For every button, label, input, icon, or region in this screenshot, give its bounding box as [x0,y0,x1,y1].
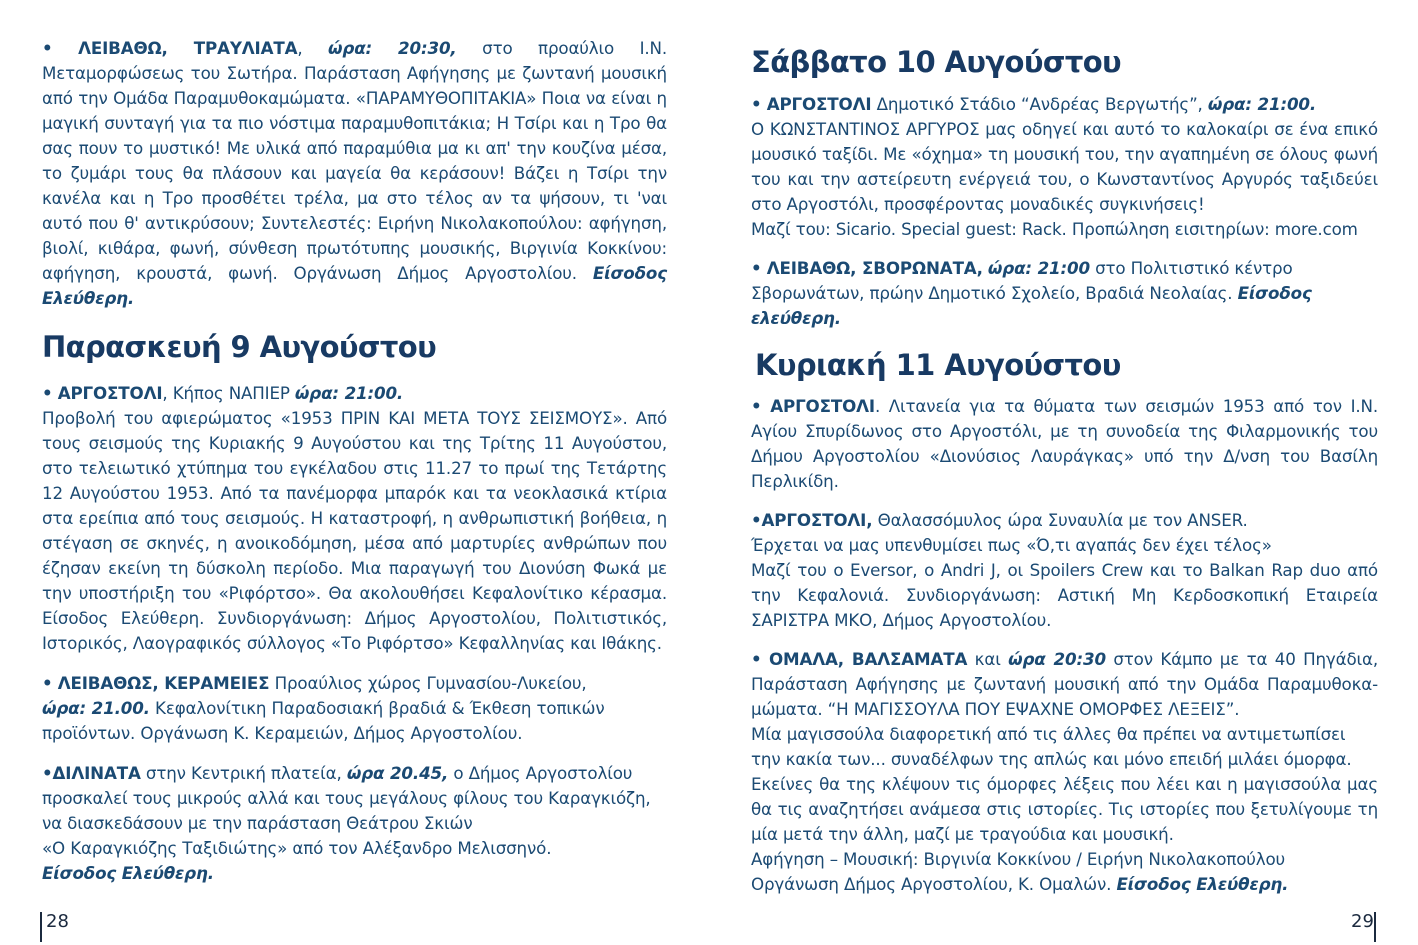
event-venue: Προαύλιος χώρος Γυμνασίου-Λυκείου, [274,673,587,693]
event-argostoli-napier-description: Προβολή του αφιερώματος «1953 ΠΡΙΝ ΚΑΙ ΜΕΤΑ ΤΟΥΣ ΣΕΙΣΜΟΥΣ». Από τους σεισμούς της Κυριακής 9 Αυγούστου και της Τρίτης 11 Αυγούστου, στο τελειωτικό χτύπημα του εγκέλαδου στις 11.27 το πρωί της Τετάρτης 12 Αυγούστου 1953. Από τα πανέμορφα μπαρόκ και τα νεοκλασικά κτίρια στα ερείπια από τους σεισμούς. Η καταστροφή, η ανθρωπιστική βοήθεια, η στέγαση σε σκηνές, η ανοικοδόμηση, μέσα από μαρτυρίες ανθρώπων που έζησαν εκείνη τη δύσκολη περίοδο. Μια παραγωγή του Διονύση Φωκά με την υποστήριξη του «Ριφόρτσο». Θα ακολουθήσει Κεφαλονίτικο κέρασμα. Είσοδος Ελεύθερη. Συνδιοργάνωση: Δήμος Αργοστολίου, Πολιτιστικός, Ιστορικός, Λαογραφικός σύλλογος «Το Ριφόρτσο» Κεφαλληνίας και Ιθάκης. [42,408,667,653]
event-omala-description: Εκείνες θα της κλέψουν τις όμορφες λέξεις που λέει και η μαγισσούλα μας θα τις αναζητήσει ανάμεσα στις ιστορίες. Τις ιστορίες που ξετυλίγουμε τη μία μετά την άλλη, μαζί με τραγούδια και μουσική. [751,774,1378,844]
event-argostoli-stadium-guests: Μαζί του: Sicario. Special guest: Rack. Προπώληση εισιτηρίων: more.com [751,219,1358,239]
event-place: ΑΡΓΟΣΤΟΛΙ [770,396,875,416]
conjunction: και [974,649,1001,669]
day-heading-sunday: Κυριακή 11 Αυγούστου [755,348,1121,382]
bullet: • [751,396,762,416]
event-place: ΑΡΓΟΣΤΟΛΙ [766,94,872,114]
event-time: ώρα: 21:00 [987,258,1090,278]
event-text-line: την κακία των... συναδέλφων της απλώς και μόνο επειδή μιλάει όμορφα. [751,749,1352,769]
event-dilinata [42,761,667,886]
organisers-text: Οργάνωση Δήμος Αργοστολίου, Κ. Ομαλών. [751,874,1112,894]
bullet: • [42,673,53,693]
event-time: ώρα: 21.00. [42,698,150,718]
event-place: ΔΙΛΙΝΑΤΑ [52,763,141,783]
page-mark-right [1374,912,1376,942]
page-mark-left [40,912,42,942]
event-time: ώρα: 20:30, [328,38,457,58]
left-page [42,0,667,886]
event-place: ΛΕΙΒΑΘΩ, ΣΒΟΡΩΝΑΤΑ, [766,258,983,278]
event-argostoli-napier-header [42,381,667,406]
bullet: • [751,258,762,278]
comma: , [297,38,303,58]
event-text-line: να διασκεδάσουν με την παράσταση Θεάτρου Σκιών [42,813,473,833]
event-place: ΛΕΙΒΑΘΩ, ΤΡΑΥΛΙΑΤΑ [78,38,298,58]
bullet: • [42,383,53,403]
event-argostoli-stadium-description: Ο ΚΩΝΣΤΑΝΤΙΝΟΣ ΑΡΓΥΡΟΣ μας οδηγεί και αυτό το καλοκαίρι σε ένα επικό μουσικό ταξίδι. Με «όχημα» τη μουσική του, την αγαπημένη σε όλους φωνή του και την αστείρευτη ενέργειά του, ο Κωνσταντίνος Αργυρός ταξιδεύει στο Αργοστόλι, προσφέροντας μοναδικές συγκινήσεις! [751,119,1378,214]
event-place: ΑΡΓΟΣΤΟΛΙ, [761,510,873,530]
bullet: • [751,510,762,530]
free-entry-note: Είσοδος Ελεύθερη. [1116,874,1289,894]
page-number-right: 29 [1351,911,1374,932]
event-venue: στην Κεντρική πλατεία, [145,763,342,783]
event-description: στο Πολιτιστικό κέντρο Σβορωνάτων, πρώην Δημοτικό Σχολείο, Βραδιά Νεολαίας. [751,258,1293,303]
event-place: ΟΜΑΛΑ, ΒΑΛΣΑΜΑΤΑ [768,649,968,669]
event-time: ώρα: 21:00. [1207,94,1317,114]
event-text-line: Θαλασσόμυλος ώρα Συναυλία με τον ANSER. [877,510,1248,530]
free-entry-note: Είσοδος Ελεύθερη. [42,863,214,883]
event-place: ΛΕΙΒΑΘΩΣ, ΚΕΡΑΜΕΙΕΣ [57,673,270,693]
event-argostoli-thalassomylos-description: Μαζί του ο Eversor, ο Andri J, οι Spoilers Crew και το Balkan Rap duo από την Κεφαλονιά. Συνδιοργάνωση: Αστική Μη Κερδοσκοπική Εταιρεία ΣΑΡΙΣΤΡΑ ΜΚΟ, Δήμος Αργοστολίου. [751,560,1378,630]
event-text-line: Μία μαγισσούλα διαφορετική από τις άλλες θα πρέπει να αντιμετωπίσει [751,724,1346,744]
event-text-line: «Ο Καραγκιόζης Ταξιδιώτης» από τον Αλέξανδρο Μελισσηνό. [42,838,552,858]
event-organisers [751,872,1378,897]
event-venue: Δημοτικό Στάδιο “Ανδρέας Βεργωτής”, [876,94,1203,114]
free-entry-note: Είσοδος Ελεύθερη. [42,263,667,308]
event-time: ώρα 20.45, [346,763,449,783]
event-credits: Αφήγηση – Μουσική: Βιργινία Κοκκίνου / Ειρήνη Νικολακοπούλου [751,849,1286,869]
day-heading-friday: Παρασκευή 9 Αυγούστου [42,330,437,364]
bullet: • [42,763,53,783]
event-time: ώρα: 21:00. [294,383,404,403]
event-argostoli-stadium [751,92,1378,117]
event-venue: , Κήπος ΝΑΠΙΕΡ [162,383,290,403]
event-argostoli-thalassomylos [751,508,1378,558]
free-entry-note: Είσοδος ελεύθερη. [751,283,1312,328]
event-description: στον Κάμπο με τα 40 Πηγάδια, Παράσταση Αφήγησης με ζωντανή μουσική από την Ομάδα Παραμυθοκα-μώματα. “Η ΜΑΓΙΣΣΟΥΛΑ ΠΟΥ ΕΨΑΧΝΕ ΟΜΟΡΦΕΣ ΛΕΞΕΙΣ”. [751,649,1379,719]
event-description: στο προαύλιο Ι.Ν. Μεταμορφώσεως του Σωτήρα. Παράσταση Αφήγησης με ζωντανή μουσική από την Ομάδα Παραμυθοκαμώματα. «ΠΑΡΑΜΥΘΟΠΙΤΑΚΙΑ» Ποια να είναι η μαγική συνταγή για τα πιο νόστιμα παραμυθοπιτάκια; Η Τσίρι και η Τρο θα σας πουν το μυστικό! Με υλικά από παραμύθια μα κι απ' την κουζίνα μέσα, το ζυμάρι τους θα πλάσουν και μαγεία θα κεράσουν! Βάζει η Τσίρι την κανέλα και η Τρο προσθέτει τρέλα, μα στο τέλος αν τα ψήσουν, τι 'ναι αυτό που θ' αντικρύσουν; Συντελεστές: Ειρήνη Νικολακοπούλου: αφήγηση, βιολί, κιθάρα, φωνή, σύνθεση πρωτότυπης μουσικής, Βιργινία Κοκκίνου: αφήγηση, κρουστά, φωνή. Οργάνωση Δήμος Αργοστολίου. [42,38,668,283]
event-omala-valsamata [751,647,1378,722]
event-leivathos-kerameies [42,671,667,746]
event-time: ώρα 20:30 [1008,649,1106,669]
day-heading-saturday: Σάββατο 10 Αυγούστου [751,45,1122,79]
event-place: ΑΡΓΟΣΤΟΛΙ [57,383,163,403]
bullet: • [42,38,53,58]
event-text-line: Έρχεται να μας υπενθυμίσει πως «Ό,τι αγαπάς δεν έχει τέλος» [751,535,1272,555]
event-description: . Λιτανεία για τα θύματα των σεισμών 1953 από τον Ι.Ν. Αγίου Σπυρίδωνος στο Αργοστόλι, με τη συνοδεία της Φιλαρμονικής του Δήμου Αργοστολίου «Διονύσιος Λαυράγκας» υπό την Δ/νση του Βασίλη Περλικίδη. [751,396,1379,491]
event-text-line: προσκαλεί τους μικρούς αλλά και τους μεγάλους φίλους του Καραγκιόζη, [42,788,651,808]
bullet: • [751,94,762,114]
right-page [751,0,1378,897]
bullet: • [751,649,762,669]
event-text-line: ο Δήμος Αργοστολίου [453,763,633,783]
event-leivatho-svoronata [751,256,1378,331]
event-description: Κεφαλονίτικη Παραδοσιακή βραδιά & Έκθεση τοπικών προϊόντων. Οργάνωση Κ. Κεραμειών, Δήμος Αργοστολίου. [42,698,605,743]
page-number-left: 28 [46,911,69,932]
event-argostoli-litany [751,394,1378,494]
event-leivatho-travliata [42,36,667,311]
